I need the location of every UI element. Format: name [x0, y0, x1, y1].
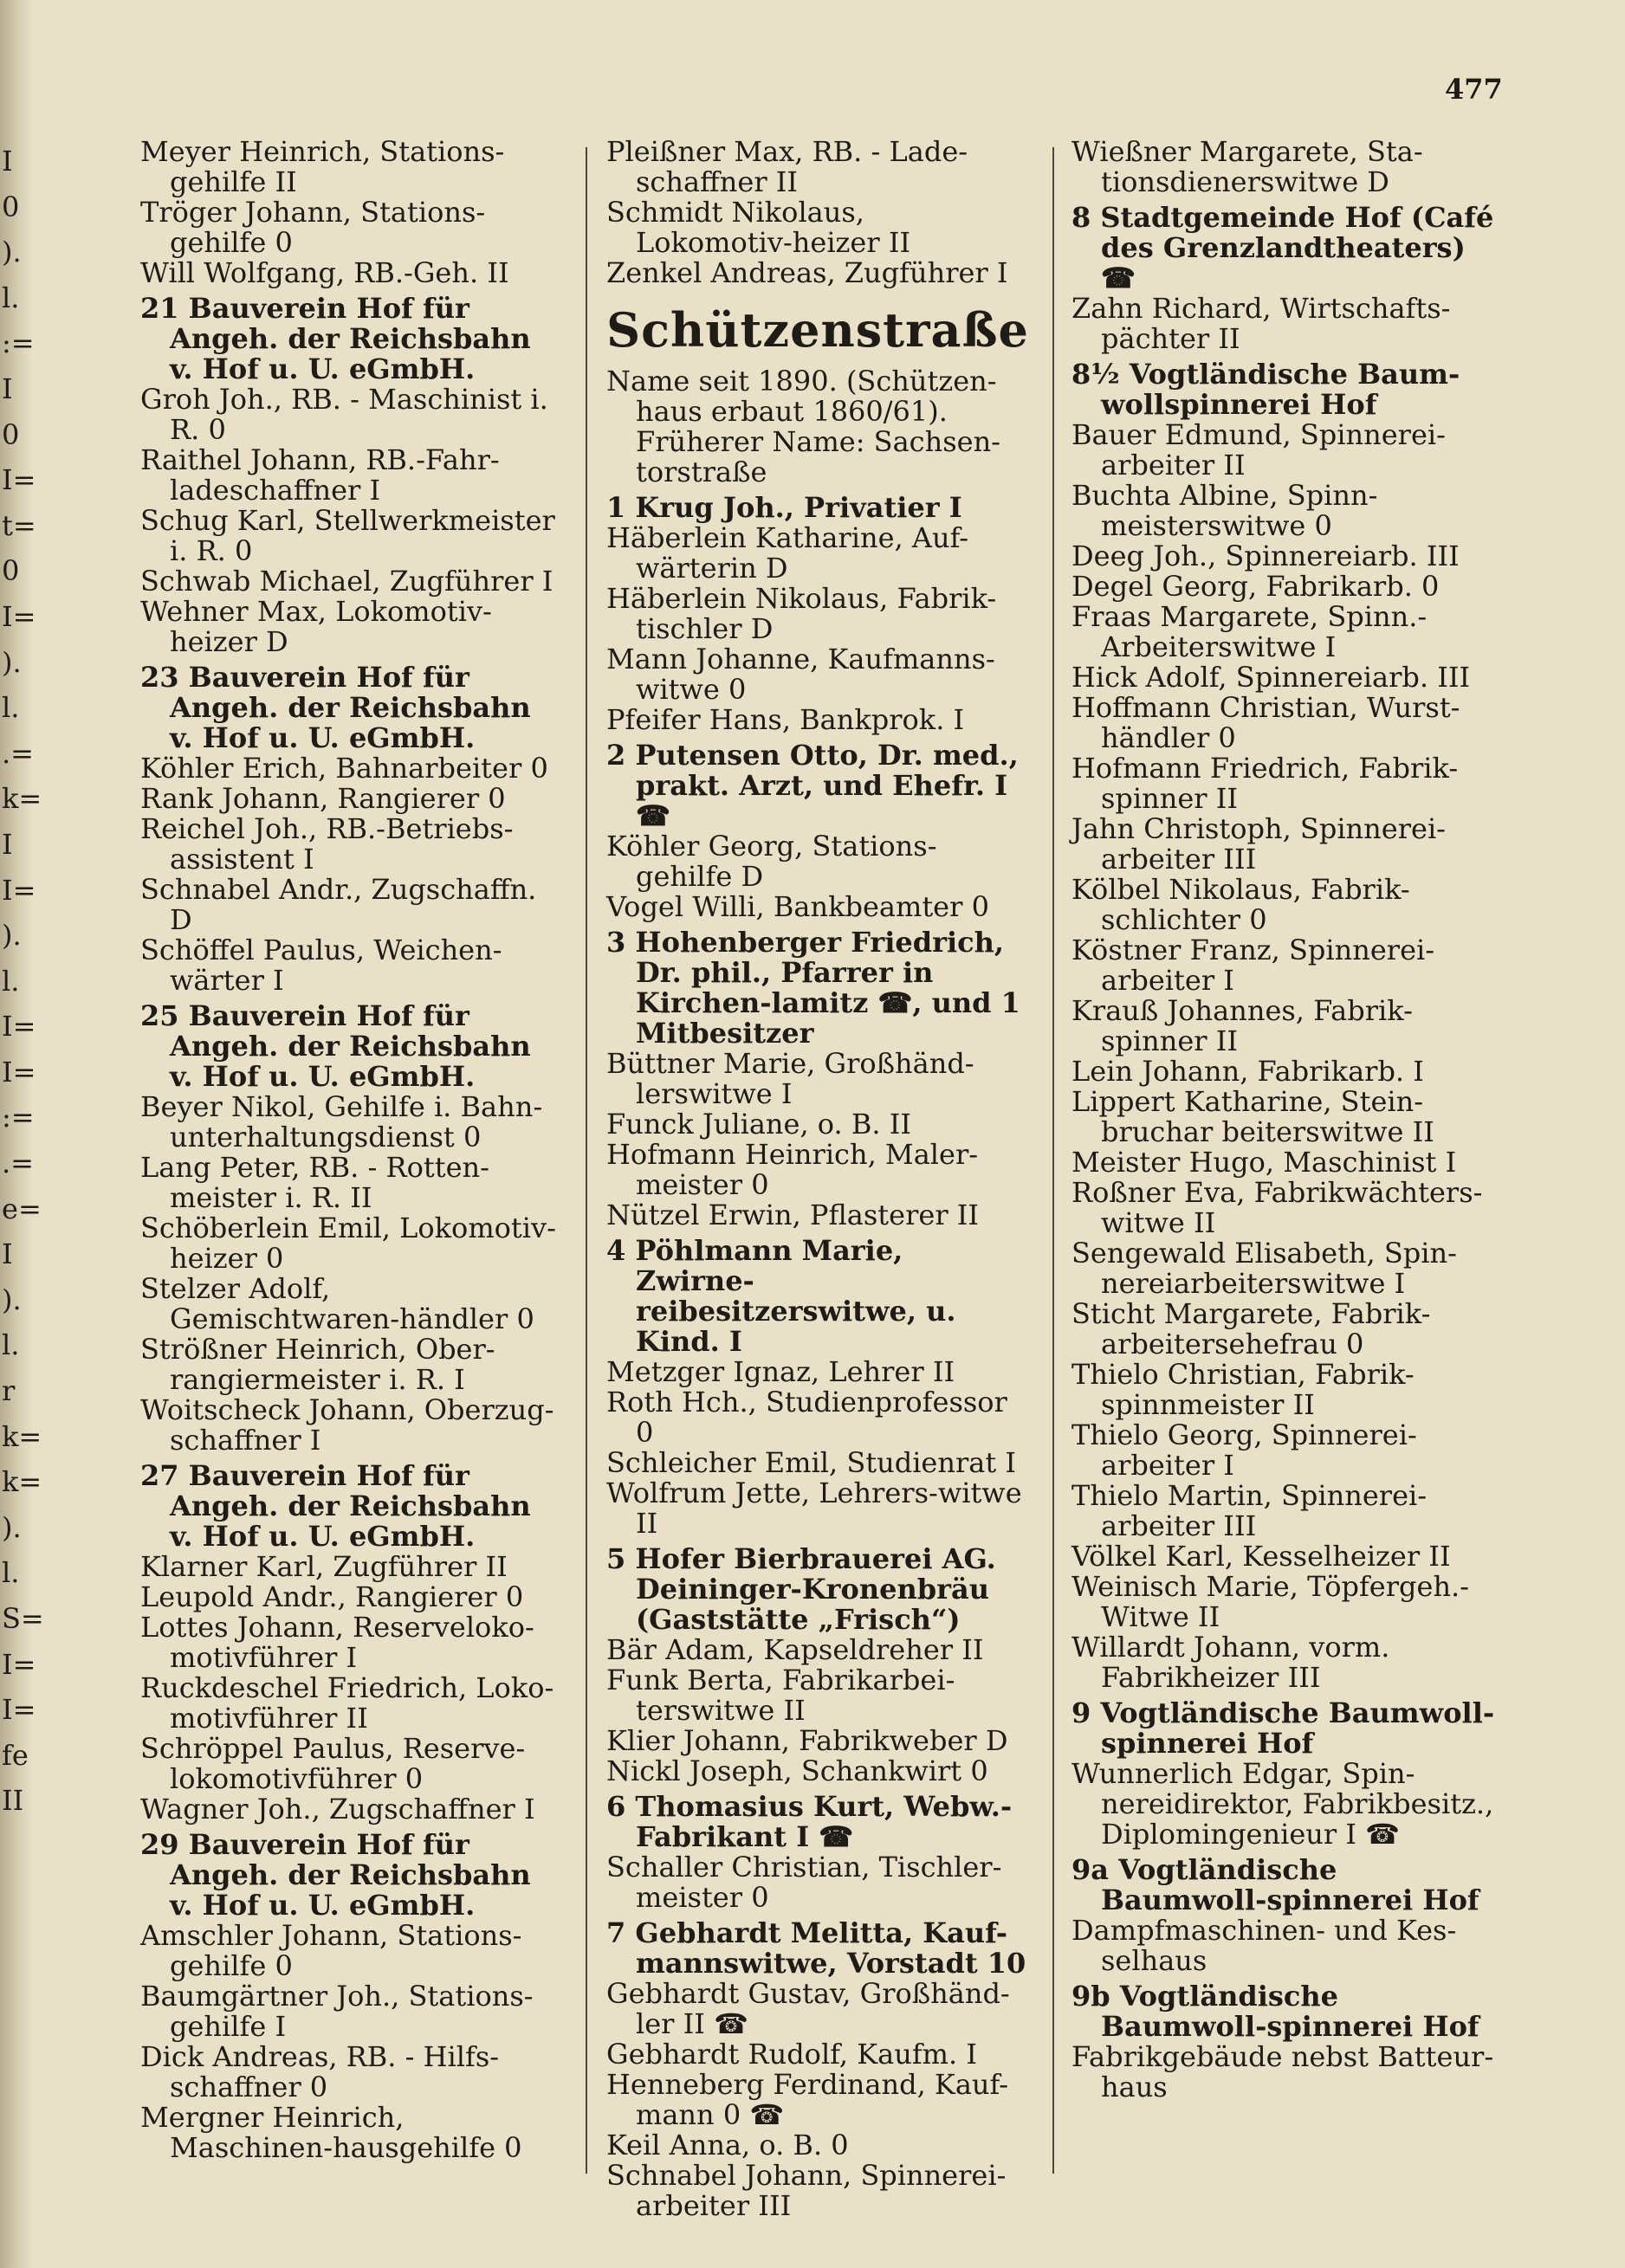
adjacent-page-marks: [2, 139, 44, 1824]
resident-entry: Schleicher Emil, Studienrat I: [606, 1446, 1017, 1479]
resident-entry: Schug Karl, Stellwerkmeister i. R. 0: [140, 504, 555, 567]
gutter-mark: I=: [2, 1647, 36, 1681]
resident-entry: Vogel Willi, Bankbeamter 0: [606, 890, 989, 923]
resident-entry: Schöffel Paulus, Weichen-wärter I: [140, 934, 502, 997]
page-gutter: [0, 0, 44, 2268]
street-heading: Schützenstraße: [606, 302, 1029, 358]
resident-entry: Thielo Christian, Fabrik-spinnmeister II: [1071, 1358, 1415, 1421]
gutter-mark: k=: [2, 1465, 42, 1499]
resident-entry: Funck Juliane, o. B. II: [606, 1108, 911, 1140]
resident-entry: Rank Johann, Rangierer 0: [140, 782, 506, 815]
resident-entry: Hoffmann Christian, Wurst-händler 0: [1071, 691, 1460, 754]
gutter-mark: t=: [2, 508, 36, 542]
resident-entry: Meister Hugo, Maschinist I: [1071, 1146, 1457, 1179]
house-entry: 8½ Vogtländische Baum-wollspinnerei Hof: [1071, 358, 1460, 421]
gutter-mark: I: [2, 372, 13, 405]
resident-entry: Hofmann Heinrich, Maler-meister 0: [606, 1138, 979, 1201]
resident-entry: Bauer Edmund, Spinnerei-arbeiter II: [1071, 418, 1446, 481]
resident-entry: Wagner Joh., Zugschaffner I: [140, 1793, 535, 1825]
gutter-mark: .=: [2, 736, 34, 770]
resident-entry: Fraas Margarete, Spinn.-Arbeiterswitwe I: [1071, 600, 1428, 663]
gutter-mark: I=: [2, 463, 36, 497]
resident-entry: Nickl Joseph, Schankwirt 0: [606, 1754, 988, 1787]
resident-entry: Klier Johann, Fabrikweber D: [606, 1724, 1008, 1757]
gutter-mark: I: [2, 1237, 13, 1271]
gutter-mark: I=: [2, 1055, 36, 1089]
resident-entry: Lang Peter, RB. - Rotten-meister i. R. II: [140, 1151, 489, 1214]
resident-entry: Henneberg Ferdinand, Kauf-mann 0 ☎: [606, 2068, 1009, 2131]
house-entry: 4 Pöhlmann Marie, Zwirne-reibesitzerswitwe, u. Kind. I: [606, 1234, 956, 1358]
column-middle: [606, 137, 1029, 2221]
resident-entry: Nützel Erwin, Pflasterer II: [606, 1199, 980, 1231]
resident-entry: Köhler Erich, Bahnarbeiter 0: [140, 752, 548, 785]
resident-entry: Zahn Richard, Wirtschafts-pächter II: [1071, 292, 1451, 355]
resident-entry: Sticht Margarete, Fabrik-arbeitersehefrau 0: [1071, 1297, 1431, 1360]
resident-entry: Zenkel Andreas, Zugführer I: [606, 256, 1008, 289]
resident-entry: Büttner Marie, Großhänd-lerswitwe I: [606, 1047, 974, 1110]
gutter-mark: 0: [2, 190, 20, 223]
resident-entry: Bär Adam, Kapseldreher II: [606, 1633, 984, 1666]
gutter-mark: k=: [2, 1419, 42, 1453]
gutter-mark: 0: [2, 417, 20, 451]
gutter-mark: S=: [2, 1602, 44, 1635]
house-entry: 3 Hohenberger Friedrich, Dr. phil., Pfarrer in Kirchen-lamitz ☎, und 1 Mitbesitzer: [606, 926, 1020, 1050]
house-entry: 21 Bauverein Hof für Angeh. der Reichsbahn v. Hof u. U. eGmbH.: [140, 292, 531, 385]
resident-entry: Degel Georg, Fabrikarb. 0: [1071, 570, 1440, 603]
resident-entry: Amschler Johann, Stations-gehilfe 0: [140, 1919, 522, 1982]
resident-entry: Mergner Heinrich, Maschinen-hausgehilfe 0: [140, 2101, 522, 2164]
resident-entry: Weinisch Marie, Töpfergeh.-Witwe II: [1071, 1570, 1470, 1633]
resident-entry: Jahn Christoph, Spinnerei-arbeiter III: [1071, 812, 1446, 876]
resident-entry: Buchta Albine, Spinn-meisterswitwe 0: [1071, 479, 1378, 542]
gutter-mark: r: [2, 1374, 16, 1408]
gutter-mark: ).: [2, 1283, 22, 1316]
house-entry: 2 Putensen Otto, Dr. med., prakt. Arzt, und Ehefr. I ☎: [606, 739, 1019, 832]
gutter-mark: l.: [2, 1328, 20, 1362]
gutter-mark: I=: [2, 1010, 36, 1044]
gutter-mark: :=: [2, 326, 35, 360]
gutter-mark: I: [2, 145, 13, 178]
resident-entry: Lein Johann, Fabrikarb. I: [1071, 1055, 1424, 1088]
house-entry: 29 Bauverein Hof für Angeh. der Reichsbahn v. Hof u. U. eGmbH.: [140, 1828, 531, 1922]
resident-entry: Krauß Johannes, Fabrik-spinner II: [1071, 994, 1413, 1057]
resident-entry: Schmidt Nikolaus, Lokomotiv-heizer II: [606, 196, 911, 259]
resident-entry: Pfeifer Hans, Bankprok. I: [606, 703, 965, 736]
resident-entry: Schnabel Johann, Spinnerei-arbeiter III: [606, 2159, 1007, 2222]
resident-entry: Willardt Johann, vorm. Fabrikheizer III: [1071, 1631, 1390, 1694]
resident-entry: Thielo Georg, Spinnerei-arbeiter I: [1071, 1418, 1417, 1482]
gutter-mark: l.: [2, 281, 20, 314]
gutter-mark: ).: [2, 645, 22, 679]
resident-entry: Schwab Michael, Zugführer I: [140, 565, 554, 598]
resident-entry: Schnabel Andr., Zugschaffn. D: [140, 873, 537, 936]
resident-entry: Schröppel Paulus, Reserve-lokomotivführer 0: [140, 1732, 526, 1795]
resident-entry: Groh Joh., RB. - Maschinist i. R. 0: [140, 383, 548, 446]
resident-entry: Wolfrum Jette, Lehrers-witwe II: [606, 1476, 1022, 1540]
resident-entry: Lippert Katharine, Stein-bruchar beiterswitwe II: [1071, 1085, 1434, 1148]
resident-entry: Wehner Max, Lokomotiv-heizer D: [140, 595, 492, 658]
gutter-mark: I: [2, 827, 13, 861]
gutter-mark: :=: [2, 1101, 35, 1134]
resident-entry: Hick Adolf, Spinnereiarb. III: [1071, 661, 1471, 694]
resident-entry: Köstner Franz, Spinnerei-arbeiter I: [1071, 934, 1435, 997]
resident-entry: Leupold Andr., Rangierer 0: [140, 1580, 524, 1613]
resident-entry: Gebhardt Gustav, Großhänd-ler II ☎: [606, 1977, 1010, 2040]
resident-entry: Roth Hch., Studienprofessor 0: [606, 1386, 1007, 1449]
column-divider: [1052, 147, 1054, 2174]
resident-entry: Thielo Martin, Spinnerei-arbeiter III: [1071, 1479, 1428, 1542]
house-entry: 5 Hofer Bierbrauerei AG. Deininger-Kronenbräu (Gaststätte „Frisch“): [606, 1542, 996, 1636]
gutter-mark: ).: [2, 236, 22, 269]
gutter-mark: .=: [2, 1147, 34, 1180]
house-entry: 8 Stadtgemeinde Hof (Café des Grenzlandtheaters) ☎: [1071, 201, 1494, 294]
resident-entry: Deeg Joh., Spinnereiarb. III: [1071, 540, 1460, 572]
resident-entry: Schöberlein Emil, Lokomotiv-heizer 0: [140, 1212, 556, 1275]
resident-entry: Roßner Eva, Fabrikwächters-witwe II: [1071, 1176, 1483, 1239]
resident-entry: Stelzer Adolf, Gemischtwaren-händler 0: [140, 1272, 534, 1335]
resident-entry: Völkel Karl, Kesselheizer II: [1071, 1540, 1451, 1573]
resident-entry: Wießner Margarete, Sta-tionsdienerswitwe D: [1071, 135, 1423, 198]
column-left: [140, 137, 563, 2163]
resident-entry: Klarner Karl, Zugführer II: [140, 1550, 508, 1583]
resident-entry: Gebhardt Rudolf, Kaufm. I: [606, 2038, 977, 2071]
resident-entry: Kölbel Nikolaus, Fabrik-schlichter 0: [1071, 873, 1410, 936]
gutter-mark: k=: [2, 782, 42, 816]
street-note: Name seit 1890. (Schützen-haus erbaut 1860/61). Früherer Name: Sachsen-torstraße: [606, 365, 1000, 488]
resident-entry: Tröger Johann, Stations-gehilfe 0: [140, 196, 486, 259]
house-entry: 9 Vogtländische Baumwoll-spinnerei Hof: [1071, 1696, 1495, 1760]
resident-entry: Hofmann Friedrich, Fabrik-spinner II: [1071, 752, 1459, 815]
resident-entry: Fabrikgebäude nebst Batteur-haus: [1071, 2040, 1494, 2103]
gutter-mark: ).: [2, 1510, 22, 1544]
resident-entry: Dampfmaschinen- und Kes-selhaus: [1071, 1914, 1457, 1977]
gutter-mark: l.: [2, 691, 20, 725]
gutter-mark: II: [2, 1784, 24, 1818]
house-entry: 27 Bauverein Hof für Angeh. der Reichsbahn v. Hof u. U. eGmbH.: [140, 1459, 531, 1553]
house-entry: 25 Bauverein Hof für Angeh. der Reichsbahn v. Hof u. U. eGmbH.: [140, 999, 531, 1093]
resident-entry: Raithel Johann, RB.-Fahr-ladeschaffner I: [140, 443, 500, 507]
resident-entry: Pleißner Max, RB. - Lade-schaffner II: [606, 135, 968, 198]
gutter-mark: 0: [2, 554, 20, 588]
gutter-mark: ).: [2, 919, 22, 953]
resident-entry: Dick Andreas, RB. - Hilfs-schaffner 0: [140, 2040, 500, 2103]
resident-entry: Woitscheck Johann, Oberzug-schaffner I: [140, 1393, 554, 1457]
resident-entry: Sengewald Elisabeth, Spin-nereiarbeiterswitwe I: [1071, 1237, 1457, 1300]
page-number: 477: [1445, 73, 1503, 106]
gutter-mark: l.: [2, 1556, 20, 1590]
resident-entry: Reichel Joh., RB.-Betriebs-assistent I: [140, 812, 514, 876]
gutter-mark: fe: [2, 1738, 29, 1772]
house-entry: 7 Gebhardt Melitta, Kauf-mannswitwe, Vorstadt 10: [606, 1916, 1026, 1980]
resident-entry: Ruckdeschel Friedrich, Loko-motivführer II: [140, 1671, 554, 1735]
resident-entry: Schaller Christian, Tischler-meister 0: [606, 1851, 1002, 1914]
house-entry: 23 Bauverein Hof für Angeh. der Reichsbahn v. Hof u. U. eGmbH.: [140, 661, 531, 754]
resident-entry: Will Wolfgang, RB.-Geh. II: [140, 256, 509, 289]
resident-entry: Baumgärtner Joh., Stations-gehilfe I: [140, 1980, 534, 2043]
gutter-mark: I=: [2, 873, 36, 907]
resident-entry: Mann Johanne, Kaufmanns-witwe 0: [606, 643, 995, 706]
gutter-mark: e=: [2, 1192, 42, 1225]
gutter-mark: I=: [2, 599, 36, 633]
resident-entry: Funk Berta, Fabrikarbei-terswitwe II: [606, 1664, 955, 1727]
resident-entry: Wunnerlich Edgar, Spin-nereidirektor, Fabrikbesitz., Diplomingenieur I ☎: [1071, 1757, 1494, 1851]
resident-entry: Keil Anna, o. B. 0: [606, 2129, 849, 2161]
resident-entry: Metzger Ignaz, Lehrer II: [606, 1355, 955, 1388]
resident-entry: Häberlein Nikolaus, Fabrik-tischler D: [606, 582, 997, 645]
gutter-mark: I=: [2, 1693, 36, 1727]
resident-entry: Köhler Georg, Stations-gehilfe D: [606, 830, 937, 893]
resident-entry: Meyer Heinrich, Stations-gehilfe II: [140, 135, 505, 198]
house-entry: 1 Krug Joh., Privatier I: [606, 491, 962, 524]
resident-entry: Beyer Nikol, Gehilfe i. Bahn-unterhaltungsdienst 0: [140, 1090, 543, 1153]
resident-entry: Häberlein Katharine, Auf-wärterin D: [606, 521, 969, 585]
house-entry: 9a Vogtländische Baumwoll-spinnerei Hof: [1071, 1853, 1479, 1916]
house-entry: 6 Thomasius Kurt, Webw.-Fabrikant I ☎: [606, 1790, 1013, 1853]
house-entry: 9b Vogtländische Baumwoll-spinnerei Hof: [1071, 1980, 1479, 2043]
gutter-mark: l.: [2, 964, 20, 998]
resident-entry: Strößner Heinrich, Ober-rangiermeister i. R. I: [140, 1333, 495, 1396]
resident-entry: Lottes Johann, Reservelokо-motivführer I: [140, 1611, 534, 1674]
column-divider: [586, 147, 587, 2174]
column-right: [1071, 137, 1496, 2103]
